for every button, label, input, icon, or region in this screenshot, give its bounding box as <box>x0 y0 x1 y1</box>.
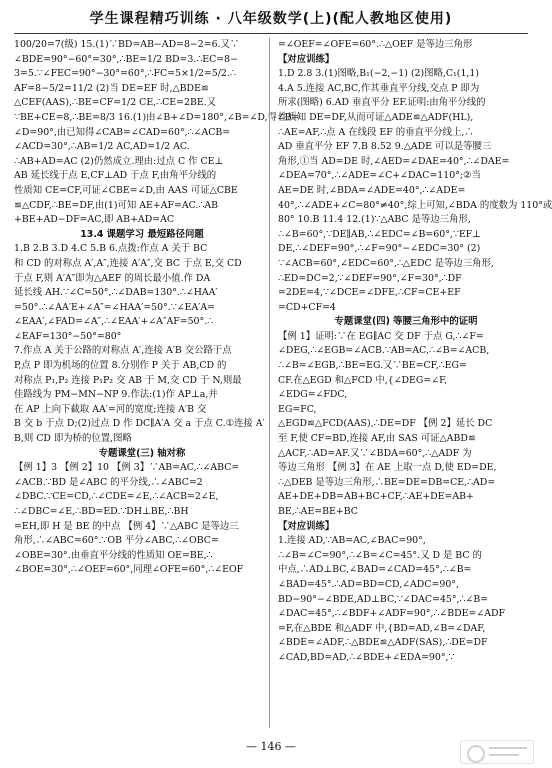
text-line: 角形,①当 AD=DE 时,∠AED=∠DAE=40°,∴∠DAE= <box>278 155 510 167</box>
text-line: +BE+AD−DF=AC,即 AB+AD=AC <box>14 214 175 226</box>
text-line: ∠EDG=∠FDC, <box>278 389 348 401</box>
text-line: AF=8−5/2=11/2 (2)当 DE=EF 时,△BDE≌ <box>14 82 209 94</box>
text-line: ≌△CDF,∴BE=DF,由(1)可知 AE+AF=AC.∴AB <box>14 199 219 211</box>
text-line: 性质知 CE=CF,可证∠CBE=∠D,由 AAS 可证△CBE <box>14 184 238 196</box>
text-line: 中点,∴AD⊥BC,∠BAD=∠CAD=45°,∴∠B= <box>278 564 472 576</box>
text-line: 40°,∴∠ADE+∠C=80°≠40°,综上可知,∠BDA 的度数为 110°或 <box>278 199 552 211</box>
text-line: 于点 F,则 A′A″即为△AEF 的周长最小值.作 DA <box>14 272 211 284</box>
text-line: 4.A 5.连接 AC,BC,作其垂直平分线,交点 P 即为 <box>278 82 480 94</box>
text-line: ∴AE=AF,∴点 A 在线段 EF 的垂直平分线上,∴ <box>278 126 474 138</box>
header-rule <box>14 33 528 34</box>
text-line: =CD+CF=4 <box>278 301 336 313</box>
text-line: ∴∠B=∠EGB,∴BE=EG.又∵BE=CF,∴EG= <box>278 360 467 372</box>
text-line: ∠BDE=90°−60°=30°,∴BE=1/2 BD=3.∴EC=8− <box>14 53 238 65</box>
right-column <box>278 38 552 666</box>
text-line: ∠BOE=30°,∴∠OEF=60°,同理∠OFE=60°,∴∠EOF <box>14 564 244 576</box>
text-line: 【例 1】3 【例 2】10 【例 3】∵AB=AC,∴∠ABC= <box>14 462 240 474</box>
text-line: 100/20=7(级) 15.(1)∵BD=AB−AD=8−2=6.又∵ <box>14 39 240 50</box>
text-line: ∠EAA′,∠FAD=∠A″,∴∠EAA′+∠A″AF=50°.∴ <box>14 316 214 328</box>
text-line: ∠CAD,BD=AD,∴∠BDE+∠EDA=90°,∵ <box>278 651 455 663</box>
text-line: ∠EAF=130°−50°=80° <box>14 330 122 342</box>
text-line: 角形,∴∠ABC=60°.∵OB 平分∠ABC,∴∠OBC= <box>14 535 219 547</box>
text-line: 在 AP 上向下截取 AA′=河的宽度;连接 A′B 交 <box>14 403 207 415</box>
text-line: 3=5.∵∠FEC=90°−30°=60°,∴FC=5×1/2=5/2.∴ <box>14 68 236 80</box>
text-line: 1.D 2.8 3.(1)图略,B₁(−2,−1) (2)图略,C₁(1,1) <box>278 68 480 80</box>
text-line: ∵∠ACB=60°,∠EDC=60°,∴△EDC 是等边三角形, <box>278 257 494 269</box>
text-line: △CEF(AAS),∴BE=CF=1/2 CE,∴CE=2BE.又 <box>14 97 217 109</box>
text-line: P,点 P 即为机场的位置 8.分别作 P 关于 AB,CD 的 <box>14 360 227 372</box>
text-line: ∴AB+AD=AC (2)仍然成立.理由:过点 C 作 CE⊥ <box>14 155 224 167</box>
text-line: △EGD≌△FCD(AAS),∴DE=DF 【例 2】延长 DC <box>278 418 493 430</box>
text-line: 1.连接 AD,∵AB=AC,∠BAC=90°, <box>278 535 426 547</box>
text-line: 【例 1】证明:∵在 EG∥AC 交 DF 于点 G,∴∠F= <box>278 330 484 342</box>
section-title: 13.4 课题学习 最短路径问题 <box>80 228 204 240</box>
text-line: BD−90°−∠BDE,AD⊥BC,∵∠DAC=45°,∴∠B= <box>278 593 489 605</box>
column-divider <box>269 38 270 728</box>
text-line: AE+DE+DB=AB+BC+CF,∴AE+DE=AB+ <box>278 491 474 503</box>
text-line: ∠OBE=30°.由垂直平分线的性质知 OE=BE,∴ <box>14 549 213 561</box>
text-line: 对称点 P₁,P₂ 连接 P₁P₂ 交 AB 于 M,交 CD 于 N,则最 <box>14 374 242 386</box>
text-line: 所求(图略) 6.AD 垂直平分 EF.证明:由角平分线的 <box>278 97 486 109</box>
text-line: =50°.∴∠AA′E+∠A″=∠HAA′=50°.∵∠EA′A= <box>14 301 215 313</box>
section-title: 专题课堂(四) 等腰三角形中的证明 <box>334 316 478 328</box>
text-line: =∠OEF=∠OFE=60°.∴△OEF 是等边三角形 <box>278 39 473 50</box>
text-line: 1.B 2.B 3.D 4.C 5.B 6.点拨:作点 A 关于 BC <box>14 243 208 255</box>
text-line: ∠DEG,∴∠EGB=∠ACB.∵AB=AC,∴∠B=∠ACB, <box>278 345 490 357</box>
section-title: 专题课堂(三) 轴对称 <box>98 447 186 459</box>
text-line: ∠DBC.∵CE=CD,∴∠CDE=∠E,∴∠ACB=2∠E, <box>14 491 219 503</box>
text-line: ∠ACD=30°,∴AB=1/2 AC,AD=1/2 AC. <box>14 141 190 153</box>
text-line: 佳路线为 PM−MN−NP 9.作法:(1)作 AP⊥a,并 <box>14 389 218 401</box>
text-line: BE,∴AE=BE+BC <box>278 506 358 517</box>
text-line: 性质知 DE=DF,从而可证△ADE≌△ADF(HL), <box>278 111 474 123</box>
text-line: 至 F,使 CF=BD,连接 AF,由 SAS 可证△ABD≌ <box>278 433 476 445</box>
text-line: 80° 10.B 11.4 12.(1)∵△ABC 是等边三角形, <box>278 214 471 226</box>
text-line: =2DE=4,∵∠DCE=∠DFE,∴CF=CE+EF <box>278 287 461 299</box>
text-line: ∠ACB.∵BD 是∠ABC 的平分线,∴∠ABC=2 <box>14 476 203 488</box>
text-line: ∴∠B=∠C=90°,∴∠B=∠C=45°.又 D 是 BC 的 <box>278 549 482 561</box>
text-line: ∴∠DBC=∠E,∴BD=ED.∵DH⊥BE,∴BH <box>14 506 189 517</box>
text-line: 等边三角形 【例 3】在 AE 上取一点 D,使 ED=DE, <box>278 462 497 474</box>
section-label: 【对应训练】 <box>278 520 335 532</box>
page-number: — 146 — <box>246 740 296 753</box>
text-line: 和 CD 的对称点 A′,A″,连接 A′A″,交 BC 于点 E,交 CD <box>14 257 242 269</box>
text-line: AB 延长线于点 E,CF⊥AD 于点 F,由角平分线的 <box>14 170 217 182</box>
text-line: ∵BE+CE=8,∴BE=8/3 16.(1)由∠B+∠D=180°,∠B=∠D,得∠B= <box>14 111 300 123</box>
text-line: AE=DE 时,∠BDA=∠ADE=40°,∴∠ADE= <box>278 184 466 196</box>
text-line: ∠DEA=70°,∴∠ADE=∠C+∠DAC=110°;②当 <box>278 170 481 182</box>
text-line: DE,∴∠DEF=90°,∴∠F=90°−∠EDC=30° (2) <box>278 243 481 255</box>
text-line: ∴∠B=60°,∵DE∥AB,∴∠EDC=∠B=60°,∵EF⊥ <box>278 228 481 240</box>
text-line: ∴△DEB 是等边三角形,∴BE=DE=DB=CE,∴AD= <box>278 476 496 488</box>
text-line: ∠D=90°,由已知得∠CAB=∠CAD=60°,∴∠ACB= <box>14 126 231 138</box>
text-line: CF.在△EGD 和△FCD 中,{∠DEG=∠F, <box>278 374 448 386</box>
text-line: 7.作点 A 关于公路的对称点 A′,连接 A′B 交公路于点 <box>14 345 232 357</box>
text-line: B,则 CD 即为桥的位置,图略 <box>14 433 132 445</box>
text-line: ∠BAD=45°.∴AD=BD=CD,∠ADC=90°, <box>278 578 459 590</box>
text-line: ∠BDE=∠ADF,∴△BDE≌△ADF(SAS),∴DE=DF <box>278 637 488 649</box>
text-line: =EH,即 H 是 BE 的中点 【例 4】∵△ABC 是等边三 <box>14 520 239 532</box>
text-line: ∴ED=DC=2,∵∠DEF=90°,∠F=30°,∴DF <box>278 272 462 284</box>
text-line: AD 垂直平分 EF 7.B 8.52 9.△ADE 可以是等腰三 <box>278 141 492 153</box>
text-line: =F,在△BDE 和△ADF 中,{BD=AD,∠B=∠DAF, <box>278 622 486 634</box>
text-line: B 交 b 于点 D;(2)过点 D 作 DC∥A′A 交 a 于点 C.①连接 A′ <box>14 418 265 430</box>
page-header: 学生课程精巧训练 · 八年级数学(上)(配人教地区使用) <box>89 11 453 27</box>
section-label: 【对应训练】 <box>278 53 335 65</box>
text-line: EG=FC, <box>278 403 317 415</box>
text-line: 延长线 AH.∵∠C=50°,∴∠DAB=130°.∴∠HAA′ <box>14 287 218 299</box>
watermark-logo <box>460 740 534 764</box>
text-line: ∠DAC=45°,∴∠BDF+∠ADF=90°,∴∠BDE=∠ADF <box>278 608 506 620</box>
watermark-icon <box>467 745 485 763</box>
text-line: △ACF,∴AD=AF.又∵∠BDA=60°,∴△ADF 为 <box>278 447 472 459</box>
